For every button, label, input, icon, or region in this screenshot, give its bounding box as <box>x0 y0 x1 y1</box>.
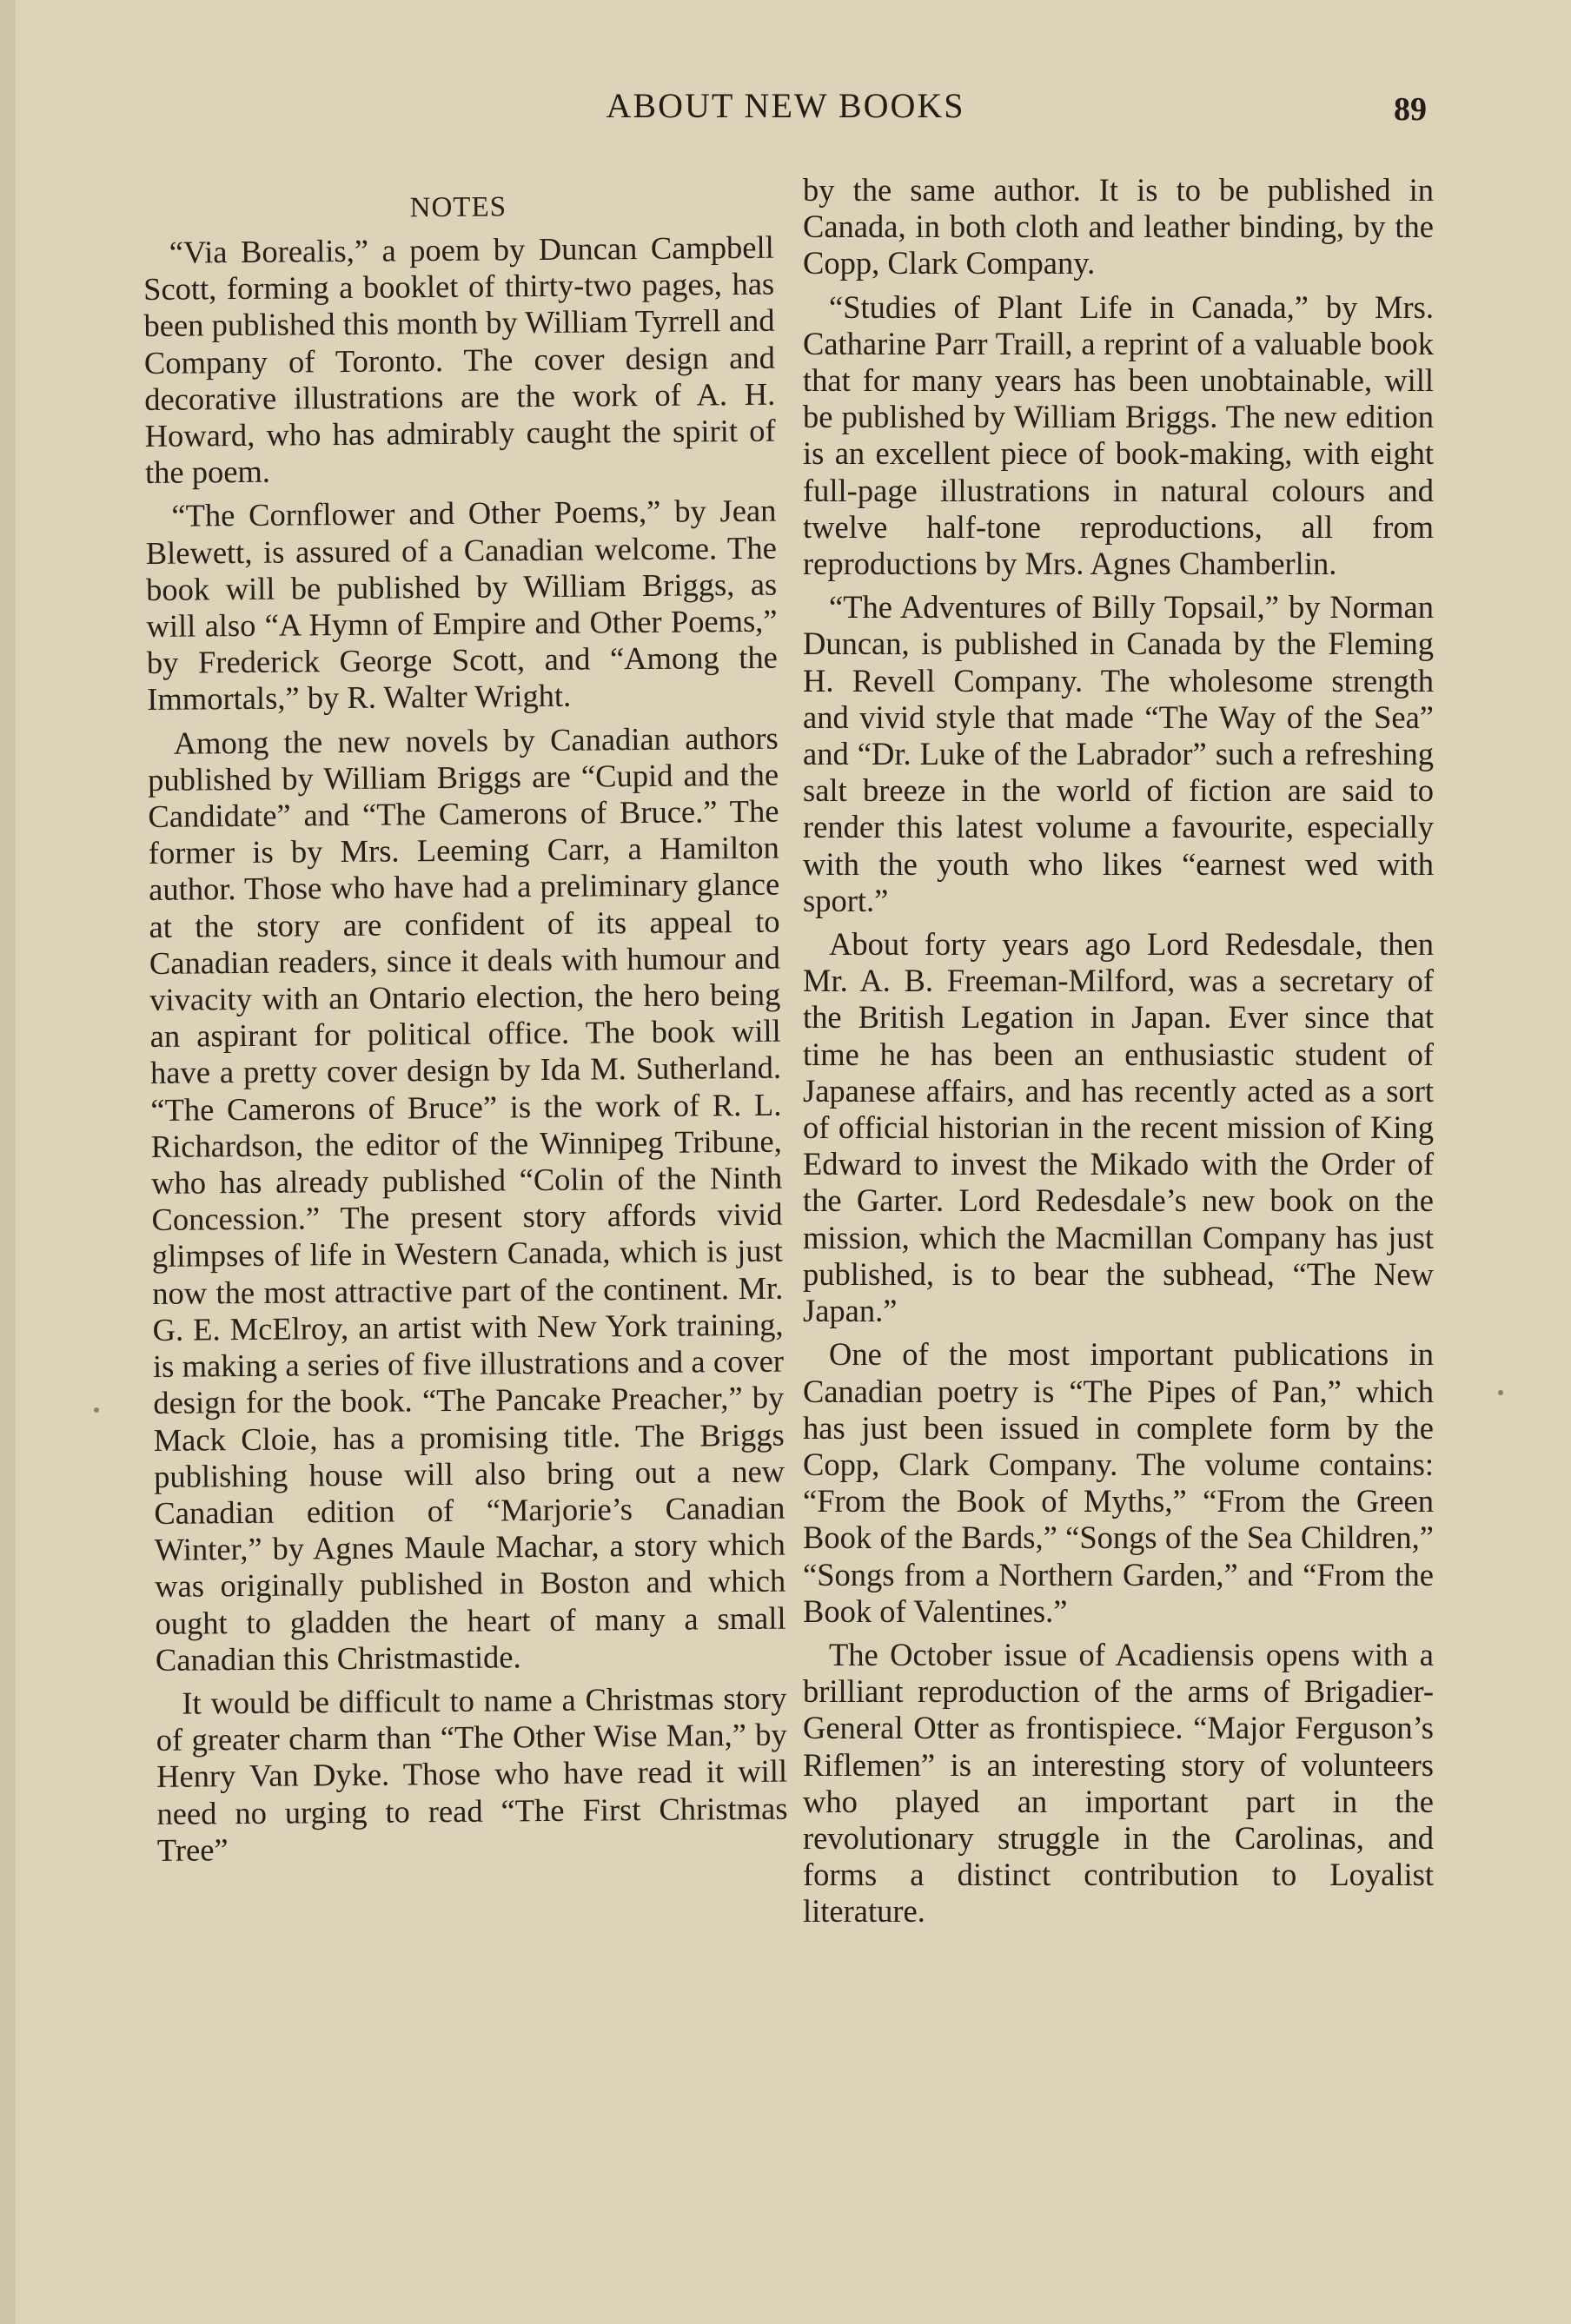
paragraph-canadian-novels: Among the new novels by Canadian authors published by William Briggs are “Cupid and the Candidate” and “The Camerons of Bruce.” The former is by Mrs. Leeming Carr, a Hamilton author. Those who have had a preliminary glance at the story are confident of its appeal to Canadian readers, since it deals with humour and vivacity with an Ontario election, the hero being an aspirant for political office. The book will have a pretty cover design by Ida M. Sutherland. “The Camerons of Bruce” is the work of R. L. Richardson, the editor of the Winnipeg Tribune, who has already published “Colin of the Ninth Concession.” The present story affords vivid glimpses of life in Western Canada, which is just now the most attractive part of the continent. Mr. G. E. McElroy, an artist with New York training, is making a series of five illustrations and a cover design for the book. “The Pancake Preacher,” by Mack Cloie, has a promising title. The Briggs publishing house will also bring out a new Canadian edition of “Marjorie’s Canadian Winter,” by Agnes Maule Machar, a story which was originally published in Boston and which ought to gladden the heart of many a small Canadian this Christmastide. <box>147 719 786 1678</box>
paper-speck <box>94 1407 99 1413</box>
paragraph-billy-topsail: “The Adventures of Billy Topsail,” by Norman Duncan, is published in Canada by the Fleming H. Revell Company. The wholesome strength and vivid style that made “The Way of the Sea” and “Dr. Luke of the Labrador” such a refreshing salt breeze in the world of fiction are said to render this latest volume a favourite, especially with the youth who likes “earnest wed with sport.” <box>803 589 1434 918</box>
paragraph-redesdale: About forty years ago Lord Redesdale, then Mr. A. B. Freeman-Milford, was a secretary of the British Legation in Japan. Ever since that time he has been an enthusiastic student of Japanese affairs, and has recently acted as a sort of official historian in the recent mission of King Edward to invest the Mikado with the Order of the Garter. Lord Redesdale’s new book on the mission, which the Macmillan Company has just published, is to bear the subhead, “The New Japan.” <box>803 926 1434 1329</box>
page-binding-edge <box>0 0 16 2324</box>
running-header: ABOUT NEW BOOKS <box>606 86 965 125</box>
paragraph-via-borealis: “Via Borealis,” a poem by Duncan Campbell Scott, forming a booklet of thirty-two pages, has been published this month by William Tyrrell and Company of Toronto. The cover design and decorative illustrations are the work of A. H. Howard, who has admirably caught the spirit of the poem. <box>143 228 776 491</box>
paper-speck <box>1498 1390 1503 1395</box>
right-column <box>803 172 1434 1937</box>
paragraph-pipes-of-pan: One of the most important publications in Canadian poetry is “The Pipes of Pan,” which has just been issued in complete form by the Copp, Clark Company. The volume contains: “From the Book of Myths,” “From the Green Book of the Bards,” “Songs of the Sea Children,” “Songs from a Northern Garden,” and “From the Book of Valentines.” <box>803 1336 1434 1629</box>
paragraph-plant-life: “Studies of Plant Life in Canada,” by Mrs. Catharine Parr Traill, a reprint of a valuable book that for many years has been unobtainable, will be published by William Briggs. The new edition is an excellent piece of book-making, with eight full-page illustrations in natural colours and twelve half-tone reproductions, all from reproductions by Mrs. Agnes Chamberlin. <box>803 288 1434 582</box>
notes-heading: NOTES <box>409 191 507 224</box>
paragraph-continuation: by the same author. It is to be published in Canada, in both cloth and leather binding, by the Copp, Clark Company. <box>803 172 1434 281</box>
page-number: 89 <box>1394 91 1427 128</box>
left-column <box>143 169 788 1876</box>
paragraph-christmas-story: It would be difficult to name a Christmas story of greater charm than “The Other Wise Man,” by Henry Van Dyke. Those who have read it will need no urging to read “The First Christmas Tree” <box>156 1679 788 1868</box>
paragraph-acadiensis: The October issue of Acadiensis opens with a brilliant reproduction of the arms of Brigadier-General Otter as frontispiece. “Major Ferguson’s Riflemen” is an interesting story of volunteers who played an important part in the revolutionary struggle in the Carolinas, and forms a distinct contribution to Loyalist literature. <box>803 1636 1434 1930</box>
paragraph-cornflower: “The Cornflower and Other Poems,” by Jean Blewett, is assured of a Canadian welcome. The book will be published by William Briggs, as will also “A Hymn of Empire and Other Poems,” by Frederick George Scott, and “Among the Immortals,” by R. Walter Wright. <box>145 493 779 718</box>
